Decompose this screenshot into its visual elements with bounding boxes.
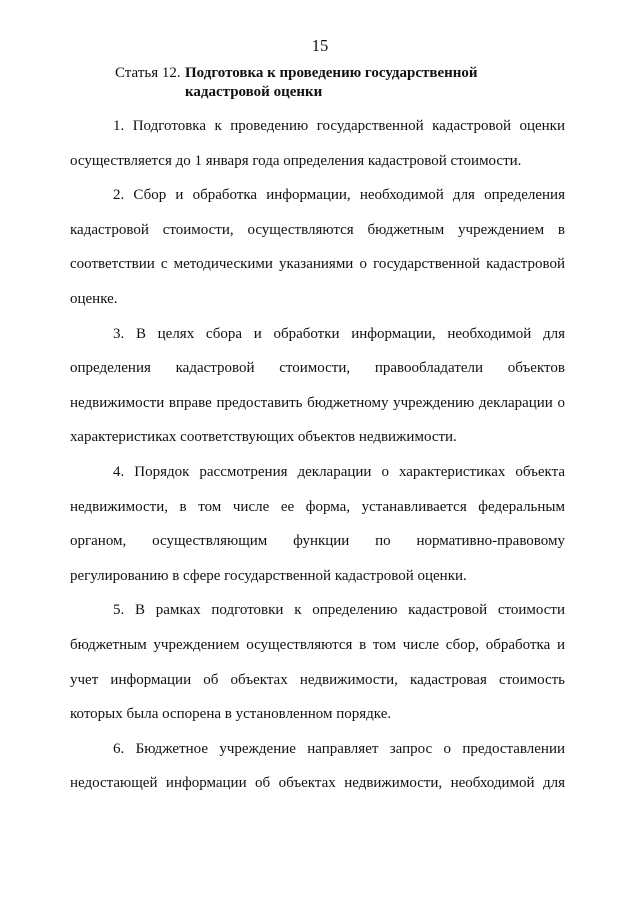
article-body [70,109,565,801]
paragraph-2: 2. Сбор и обработка информации, необходимой для определения кадастровой стоимости, осуществляются бюджетным учреждением в соответствии с методическими указаниями о государственной кадастровой оценке. [70,187,565,307]
paragraph-1: 1. Подготовка к проведению государственной кадастровой оценки осуществляется до 1 января года определения кадастровой стоимости. [70,118,565,169]
article-title: Подготовка к проведению государственной кадастровой оценки [185,65,478,100]
paragraph-5: 5. В рамках подготовки к определению кадастровой стоимости бюджетным учреждением осуществляются в том числе сбор, обработка и учет информации об объектах недвижимости, кадастровая стоимость которых была оспорена в установленном порядке. [70,602,565,723]
page-number: 15 [311,36,329,55]
paragraph-3: 3. В целях сбора и обработки информации, необходимой для определения кадастровой стоимости, правообладатели объектов недвижимости вправе предоставить бюджетному учреждению декларации о характеристиках соответствующих объектов недвижимости. [70,325,565,446]
paragraph-6: 6. Бюджетное учреждение направляет запрос о предоставлении недостающей информации об объектах недвижимости, необходимой для [70,740,565,792]
paragraph-4: 4. Порядок рассмотрения декларации о характеристиках объекта недвижимости, в том числе ее форма, устанавливается федеральным органом, осуществляющим функции по нормативно-правовому регулированию в сфере государственной кадастровой оценки. [70,463,565,584]
article-heading [115,64,585,102]
article-label: Статья 12. [115,65,181,81]
